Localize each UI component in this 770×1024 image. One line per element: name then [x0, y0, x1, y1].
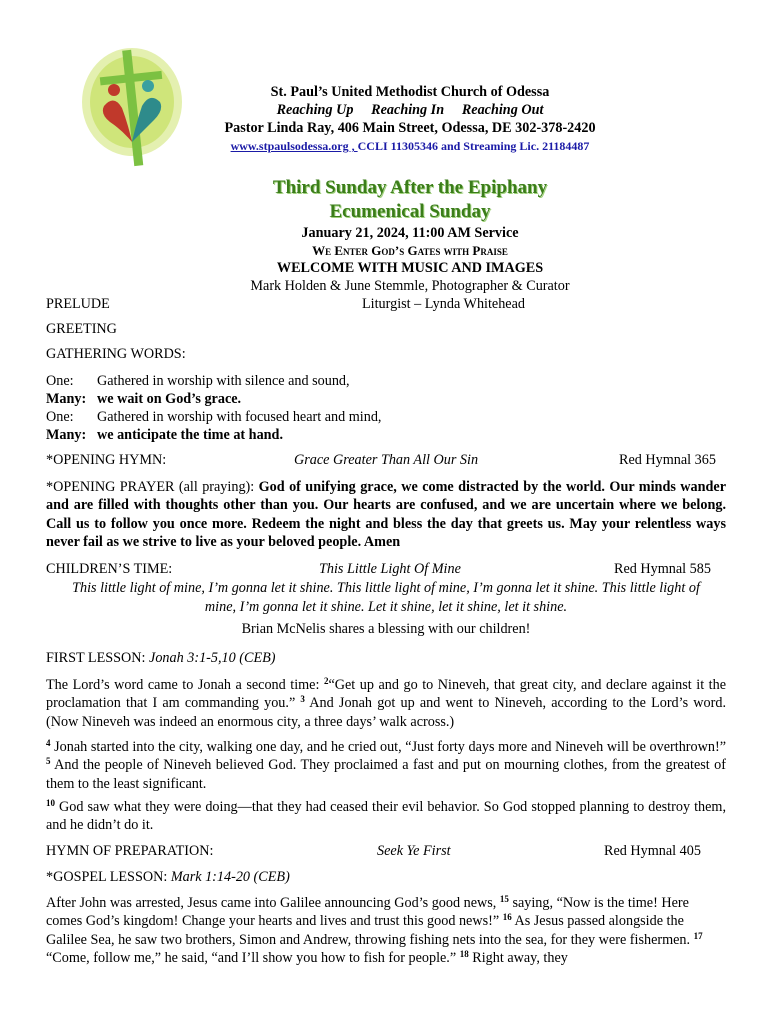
hymn-prep-label: HYMN OF PREPARATION: [46, 843, 214, 859]
date-line: January 21, 2024, 11:00 AM Service [301, 225, 519, 241]
blessing-line: Brian McNelis shares a blessing with our children! [241, 621, 531, 637]
gospel-ref: Mark 1:14-20 (CEB) [170, 869, 290, 885]
gospel-label: *GOSPEL LESSON: [46, 869, 171, 885]
speaker: One: [46, 409, 74, 425]
enter-line: We Enter God’s Gates with Praise [312, 243, 508, 258]
first-lesson-p1 [46, 676, 726, 731]
opening-hymn-title: Grace Greater Than All Our Sin [294, 452, 479, 468]
scripture-text: Right away, they [468, 949, 568, 966]
prelude-label: PRELUDE [46, 296, 110, 312]
verse-number: 10 [46, 798, 55, 808]
verse-number: 18 [459, 948, 469, 959]
scripture-text: The Lord’s word came to Jonah a second time: [46, 677, 324, 693]
license-text: CCLI 11305346 and Streaming Lic. 21184487 [357, 139, 590, 153]
credits-line: Mark Holden & June Stemmle, Photographer & Curator [250, 278, 570, 294]
verse-number: 3 [300, 694, 305, 705]
first-lesson-ref: Jonah 3:1-5,10 (CEB) [149, 650, 276, 666]
gathering-heading: GATHERING WORDS: [46, 346, 186, 362]
speaker: One: [46, 373, 74, 389]
speaker: Many: [46, 427, 87, 443]
scripture-text: And the people of Nineveh believed God. They proclaimed a fast and put on mourning clothes, from the greatest of them to the least significant. [46, 757, 726, 792]
childrens-song-number: Red Hymnal 585 [614, 561, 711, 577]
litany-text: we anticipate the time at hand. [97, 427, 283, 443]
church-name: St. Paul’s United Methodist Church of Odessa [270, 84, 550, 100]
opening-hymn-row [46, 452, 726, 472]
scripture-text: “Get up and go to Nineveh, that great city, and declare against it the proclamation that I am commanding you.” [46, 677, 726, 712]
first-lesson-label: FIRST LESSON: [46, 650, 150, 666]
lyrics-line-2: mine, I’m gonna let it shine. Let it shine, let it shine, let it shine. [204, 599, 568, 615]
verse-number: 4 [46, 738, 51, 748]
first-lesson-p2 [46, 738, 726, 793]
verse-number: 2 [323, 676, 329, 686]
scripture-text: saying, “Now is the time! Here comes God’s kingdom! Change your hearts and lives and trust this good news!” [46, 895, 689, 930]
church-logo-icon [80, 46, 184, 168]
scripture-text: Jonah started into the city, walking one day, and he cried out, “Just forty days more and Nineveh will be overthrown!” [50, 739, 726, 755]
litany-text: Gathered in worship with silence and sound, [97, 373, 350, 389]
litany-text: we wait on God’s grace. [97, 391, 242, 407]
tagline: Reaching Up Reaching In Reaching Out [276, 102, 544, 118]
website-line [190, 138, 630, 155]
gospel-heading [46, 869, 290, 886]
scripture-text: And Jonah got up and went to Nineveh, according to the Lord’s word. (Now Nineveh was indeed an enormous city, a three days’ walk across.) [46, 695, 726, 730]
litany-text: Gathered in worship with focused heart and mind, [97, 409, 382, 425]
service-title: Third Sunday After the Epiphany [272, 177, 548, 198]
first-lesson-heading [46, 650, 276, 667]
verse-number: 16 [502, 912, 512, 923]
hymn-prep-row [46, 843, 726, 863]
lyrics-line-1: This little light of mine, I’m gonna let it shine. This little light of mine, I’m gonna let it shine. This little light of [72, 580, 700, 596]
greeting-label: GREETING [46, 321, 117, 337]
childrens-time-label: CHILDREN’S TIME: [46, 561, 173, 577]
verse-number: 15 [499, 894, 509, 904]
opening-prayer-text: God of unifying grace, we come distracted by the world. Our minds wander and are filled with thoughts other than you. Our hearts are confused, and we are uncertain where we belong. Call us to follow you once more. Redeem the night and bless the day that greets us. May your relentless ways never fail as we strive to live as your beloved people. Amen [46, 479, 726, 550]
verse-number: 17 [693, 930, 703, 941]
opening-hymn-label: *OPENING HYMN: [46, 452, 167, 468]
gospel-text [46, 894, 726, 967]
hymn-prep-number: Red Hymnal 405 [604, 843, 701, 859]
scripture-text: As Jesus passed alongside the Galilee Sea, he saw two brothers, Simon and Andrew, throwing fishing nets into the sea, for they were fishermen. [46, 913, 694, 948]
hymn-prep-title: Seek Ye First [377, 843, 451, 859]
pastor-line: Pastor Linda Ray, 406 Main Street, Odessa, DE 302-378-2420 [224, 120, 596, 136]
liturgist-line: Liturgist – Lynda Whitehead [362, 296, 525, 312]
scripture-text: God saw what they were doing—that they had ceased their evil behavior. So God stopped planning to destroy them, and he didn’t do it. [46, 799, 726, 834]
speaker: Many: [46, 391, 87, 407]
website-link[interactable]: www.stpaulsodessa.org , [230, 139, 358, 153]
opening-hymn-number: Red Hymnal 365 [619, 452, 716, 468]
welcome-line: WELCOME WITH MUSIC AND IMAGES [276, 260, 544, 276]
opening-prayer [46, 478, 726, 551]
scripture-text: “Come, follow me,” he said, “and I’ll show you how to fish for people.” [46, 949, 460, 966]
verse-number: 5 [46, 756, 51, 767]
opening-prayer-label: *OPENING PRAYER (all praying): [46, 479, 259, 495]
scripture-text: After John was arrested, Jesus came into Galilee announcing God’s good news, [46, 895, 500, 911]
service-subtitle: Ecumenical Sunday [329, 201, 491, 222]
childrens-song-title: This Little Light Of Mine [319, 561, 461, 577]
childrens-time-row [46, 561, 726, 581]
first-lesson-p3 [46, 798, 726, 835]
